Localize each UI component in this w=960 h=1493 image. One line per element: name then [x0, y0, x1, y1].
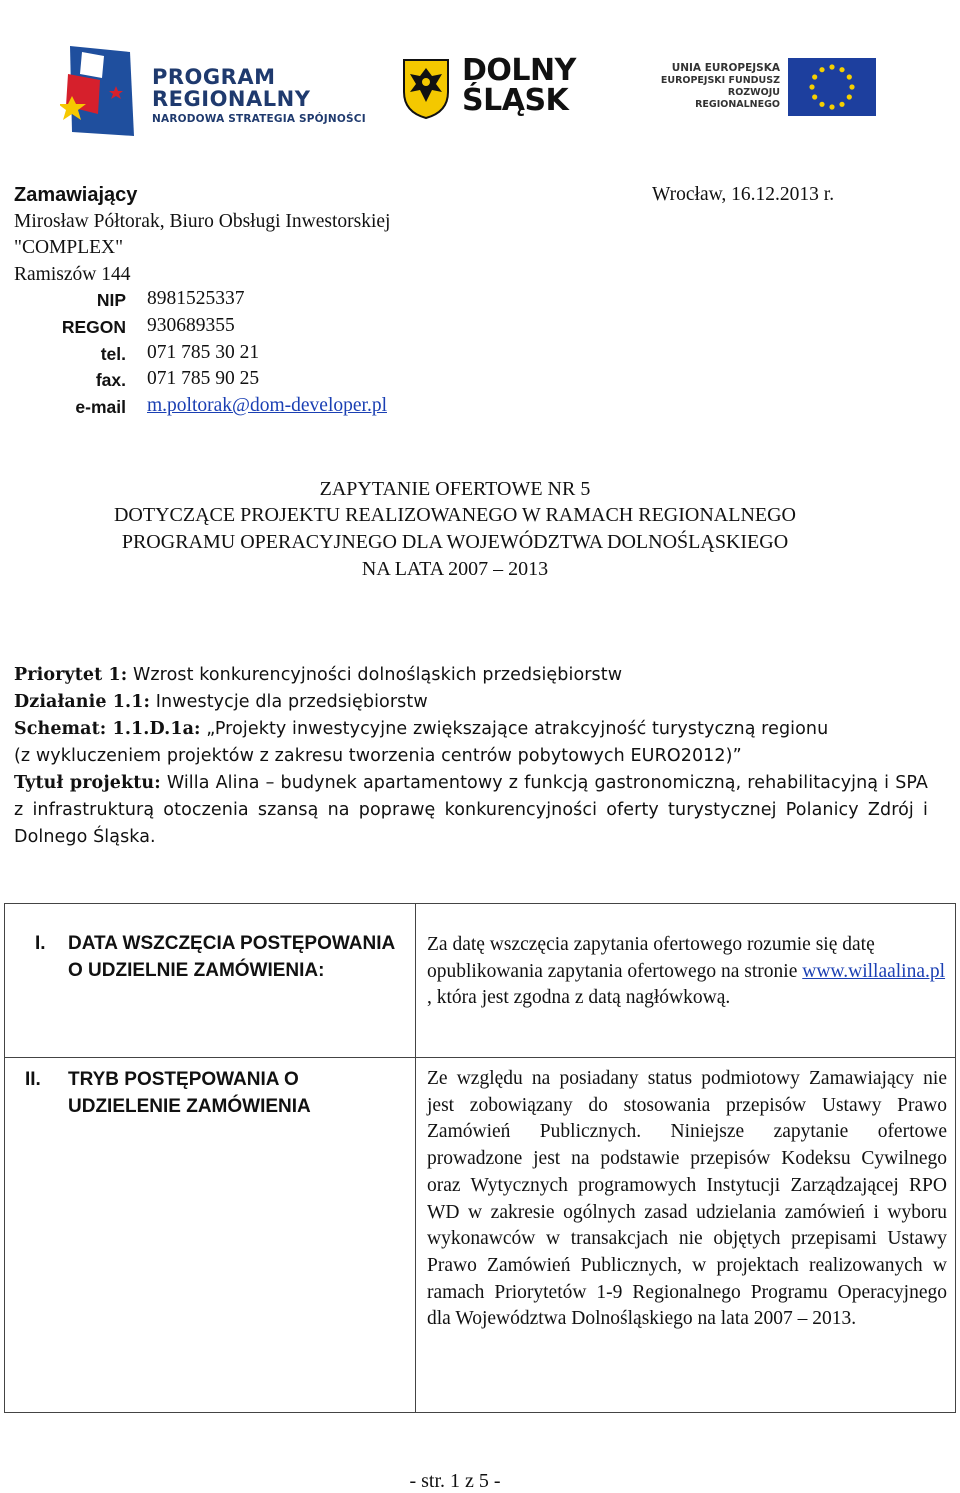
- buyer-company: "COMPLEX": [14, 237, 124, 258]
- buyer-label: Zamawiający: [14, 184, 138, 206]
- program-regionalny-emblem-icon: [60, 44, 138, 140]
- row1-description: [427, 932, 947, 1012]
- program-line2: REGIONALNY: [152, 87, 311, 111]
- program-regionalny-logo: [60, 44, 380, 144]
- region-line2: ŚLĄSK: [462, 83, 569, 118]
- row1-number: I.: [35, 933, 46, 954]
- row1-text-before: Za datę wszczęcia zapytania ofertowego rozumie się datę opublikowania zapytania ofertowego na stronie: [427, 934, 875, 982]
- contact-value-tel: 071 785 30 21: [147, 342, 260, 363]
- dolny-slask-logo: [402, 53, 582, 128]
- scheme-label: Schemat: 1.1.D.1a:: [14, 719, 201, 739]
- scheme-line: [14, 716, 928, 743]
- eu-fund-logo: [640, 58, 940, 128]
- buyer-address: Ramiszów 144: [14, 264, 131, 285]
- contact-label-email: e-mail: [75, 397, 126, 417]
- action-text: Inwestycje dla przedsiębiorstw: [150, 692, 428, 712]
- website-link[interactable]: www.willaalina.pl: [802, 960, 946, 982]
- eu-flag-icon: [788, 58, 876, 116]
- program-line3: NARODOWA STRATEGIA SPÓJNOŚCI: [152, 113, 366, 125]
- document-date: Wrocław, 16.12.2013 r.: [652, 184, 835, 205]
- logo-banner: [42, 6, 950, 174]
- region-line1: DOLNY: [462, 53, 576, 88]
- page-number: - str. 1 z 5 -: [409, 1470, 501, 1492]
- dolny-slask-coat-of-arms-icon: [402, 58, 450, 120]
- eu-line2: EUROPEJSKI FUNDUSZ: [660, 75, 780, 86]
- title-line2: DOTYCZĄCE PROJEKTU REALIZOWANEGO W RAMACH REGIONALNEGO: [113, 504, 796, 526]
- contact-label-regon: REGON: [61, 317, 126, 337]
- row1-heading: DATA WSZCZĘCIA POSTĘPOWANIA O UDZIELNIE ZAMÓWIENIA:: [68, 933, 395, 981]
- info-table: [4, 903, 956, 1413]
- action-line: [14, 689, 928, 716]
- title-line1: ZAPYTANIE OFERTOWE NR 5: [319, 478, 591, 500]
- action-label: Działanie 1.1:: [14, 692, 151, 712]
- eu-line3: ROZWOJU REGIONALNEGO: [695, 87, 780, 110]
- eu-line1: UNIA EUROPEJSKA: [671, 62, 780, 74]
- program-line1: PROGRAM: [152, 65, 276, 89]
- dolny-slask-wordmark: [462, 53, 576, 118]
- contact-label-fax: fax.: [95, 370, 126, 390]
- scheme-line2: (z wykluczeniem projektów z zakresu tworzenia centrów pobytowych EURO2012)”: [14, 746, 742, 766]
- table-column-divider: [415, 904, 416, 1412]
- project-title-paragraph: [14, 770, 928, 851]
- eu-fund-wordmark: [640, 62, 780, 111]
- table-row-divider: [5, 1057, 955, 1058]
- contact-label-nip: NIP: [96, 290, 126, 310]
- row2-description: Ze względu na posiadany status podmiotowy Zamawiający nie jest zobowiązany do stosowania przepisów Ustawy Prawo Zamówień Publicznych. Niniejsze zapytanie ofertowe prowadzone jest na podstawie przepisów Kodeksu Cywilnego oraz Wytycznych programowych Instytucji Zarządzającej RPO WD w zakresie ogólnych zasad udzielania zamówień i wyboru wykonawców w transakcjach nie objętych przepisami Ustawy Prawo Zamówień Publicznych, w projektach realizowanych w ramach Priorytetów 1-9 Regionalnego Programu Operacyjnego dla Województwa Dolnośląskiego na lata 2007 – 2013.: [427, 1068, 947, 1330]
- contact-label-tel: tel.: [100, 344, 126, 364]
- scheme-text: „Projekty inwestycyjne zwiększające atrakcyjność turystyczną regionu: [200, 719, 829, 739]
- contact-value-fax: 071 785 90 25: [147, 368, 260, 389]
- program-regionalny-wordmark: [152, 66, 366, 126]
- project-title-text: Willa Alina – budynek apartamentowy z funkcją gastronomiczną, rehabilitacyjną i SPA z infrastrukturą otoczenia szansą na poprawę konkurencyjności oferty turystycznej Polanicy Zdrój i Dolnego Śląska.: [14, 773, 929, 847]
- row1-text-after: , która jest zgodna z datą nagłówkową.: [427, 987, 731, 1009]
- contact-value-nip: 8981525337: [147, 288, 245, 309]
- row2-number: II.: [25, 1069, 41, 1090]
- priority-label: Priorytet 1:: [14, 665, 128, 685]
- title-line4: NA LATA 2007 – 2013: [361, 558, 549, 580]
- title-line3: PROGRAMU OPERACYJNEGO DLA WOJEWÓDZTWA DOLNOŚLĄSKIEGO: [121, 531, 789, 553]
- priority-text: Wzrost konkurencyjności dolnośląskich przedsiębiorstw: [127, 665, 623, 685]
- email-link[interactable]: m.poltorak@dom-developer.pl: [147, 395, 387, 416]
- priority-line: [14, 662, 928, 689]
- contact-value-regon: 930689355: [147, 315, 235, 336]
- buyer-name: Mirosław Półtorak, Biuro Obsługi Inwestorskiej: [14, 211, 391, 232]
- project-title-label: Tytuł projektu:: [14, 773, 161, 793]
- row2-heading: TRYB POSTĘPOWANIA O UDZIELENIE ZAMÓWIENIA: [68, 1069, 311, 1117]
